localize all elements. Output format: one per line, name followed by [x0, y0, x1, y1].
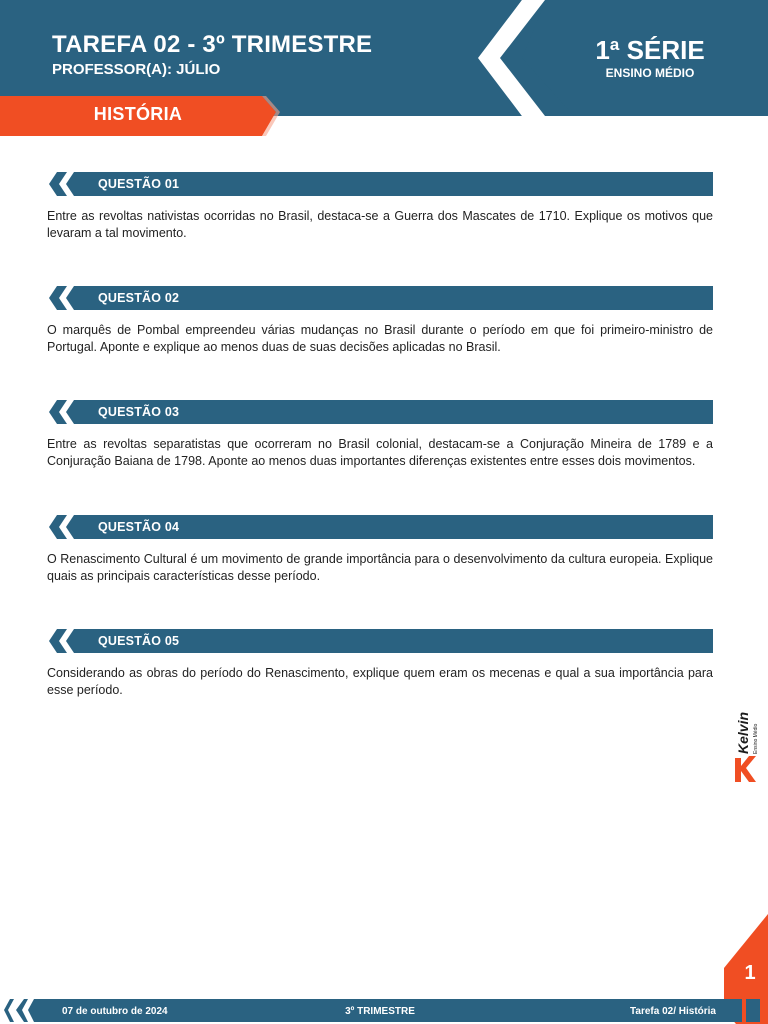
question-header-bar: [47, 629, 713, 653]
subject-label: HISTÓRIA: [93, 104, 183, 124]
question-text: O Renascimento Cultural é um movimento de grande importância para o desenvolvimento da cultura europeia. Explique quais as principais características desse período.: [47, 552, 713, 583]
footer-reference: Tarefa 02/ História: [630, 1006, 716, 1017]
question-label: QUESTÃO 01: [98, 177, 180, 191]
kelvin-logo: [733, 700, 761, 782]
page-title: TAREFA 02 - 3º TRIMESTRE: [52, 31, 373, 58]
question-label: QUESTÃO 03: [98, 405, 180, 419]
logo-tagline: Ensino Médio: [753, 723, 759, 754]
footer-trimester: 3º TRIMESTRE: [345, 1006, 415, 1017]
question-block: [47, 515, 713, 585]
question-header-bar: [47, 172, 713, 196]
question-header-bar: [47, 515, 713, 539]
question-header-bar: [47, 286, 713, 310]
teacher-name: PROFESSOR(A): JÚLIO: [52, 61, 221, 78]
question-text: Considerando as obras do período do Renascimento, explique quem eram os mecenas e qual a sua importância para esse período.: [47, 666, 713, 697]
page-number: 1: [744, 962, 756, 984]
question-block: [47, 286, 713, 356]
question-text: Entre as revoltas nativistas ocorridas no Brasil, destaca-se a Guerra dos Mascates de 1710. Explique os motivos que levaram a tal movimento.: [47, 209, 713, 240]
question-block: [47, 400, 713, 470]
question-label: QUESTÃO 04: [98, 520, 180, 534]
question-header-bar: [47, 400, 713, 424]
logo-name: Kelvin: [735, 711, 751, 754]
footer-date: 07 de outubro de 2024: [62, 1006, 168, 1017]
question-label: QUESTÃO 05: [98, 634, 180, 648]
grade-label: 1ª SÉRIE: [595, 35, 705, 65]
question-label: QUESTÃO 02: [98, 291, 180, 305]
question-block: [47, 629, 713, 699]
question-text: O marquês de Pombal empreendeu várias mudanças no Brasil durante o período em que foi primeiro-ministro de Portugal. Aponte e explique ao menos duas de suas decisões aplicadas no Brasil.: [47, 323, 713, 354]
question-text: Entre as revoltas separatistas que ocorreram no Brasil colonial, destacam-se a Conjuração Mineira de 1789 e a Conjuração Baiana de 1798. Aponte ao menos duas importantes diferenças existentes entre esses dois movimentos.: [47, 437, 713, 468]
level-label: ENSINO MÉDIO: [605, 66, 695, 80]
question-block: [47, 172, 713, 242]
